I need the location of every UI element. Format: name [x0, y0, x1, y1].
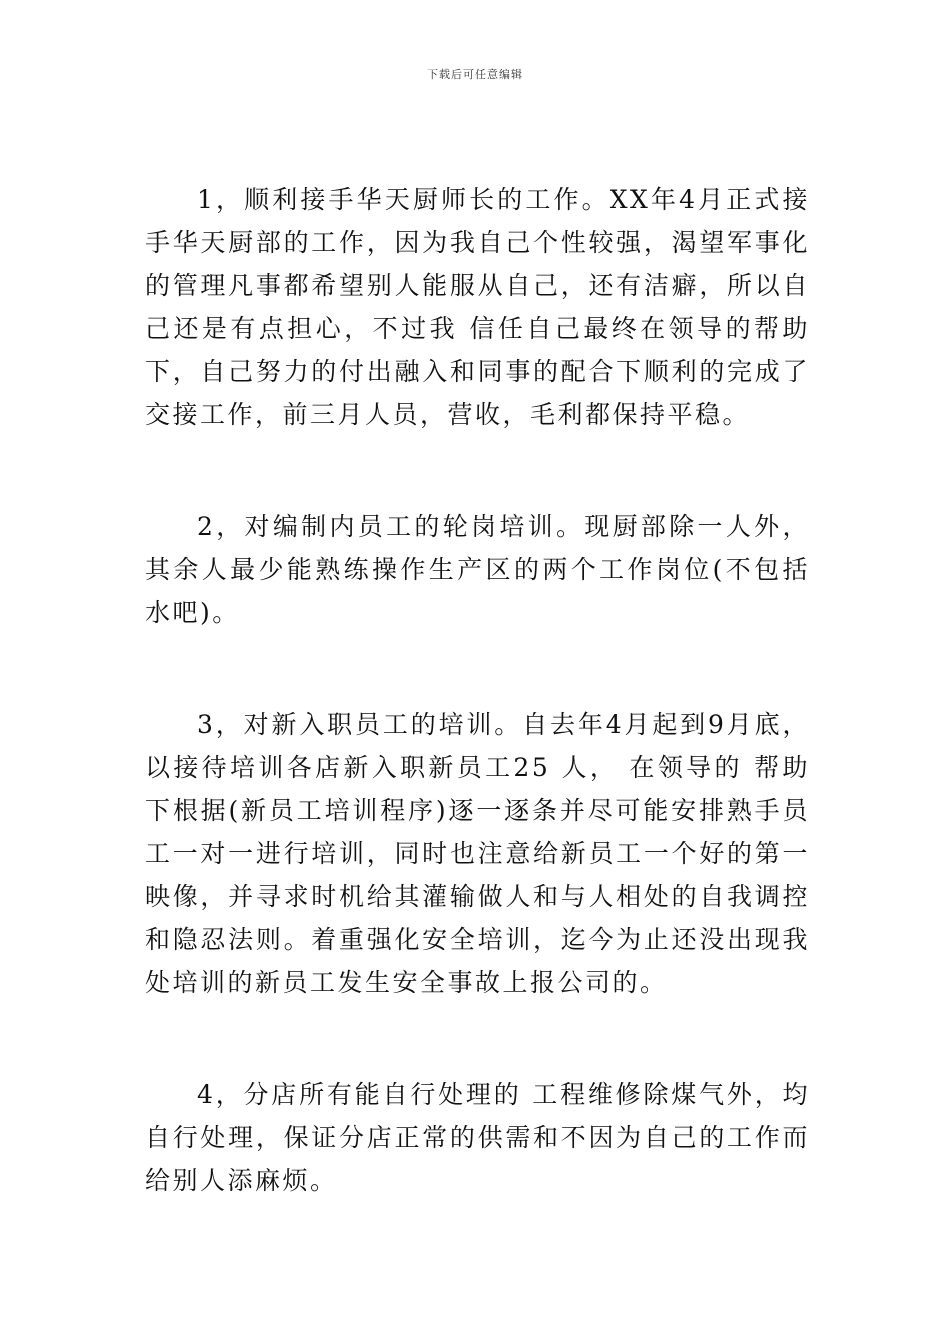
page-header: 下载后可任意编辑	[427, 68, 523, 81]
paragraph-1: 1，顺利接手华天厨师长的工作。XX年4月正式接手华天厨部的工作，因为我自己个性较强，渴望军事化的管理凡事都希望别人能服从自己，还有洁癖，所以自己还是有点担心，不过我 信任自己最终在领导的帮助下，自己努力的付出融入和同事的配合下顺利的完成了交接工作，前三月人员，营收，毛利都保持平稳。	[145, 185, 810, 429]
paragraph-4: 4，分店所有能自行处理的 工程维修除煤气外，均自行处理，保证分店正常的供需和不因为自己的工作而给别人添麻烦。	[145, 1080, 810, 1195]
paragraph-3: 3，对新入职员工的培训。自去年4月起到9月底，以接待培训各店新入职新员工25 人， 在领导的 帮助下根据(新员工培训程序)逐一逐条并尽可能安排熟手员工一对一进行培训，同时也注意给新员工一个好的第一映像，并寻求时机给其灌输做人和与人相处的自我调控和隐忍法则。着重强化安全培训，迄今为止还没出现我处培训的新员工发生安全事故上报公司的。	[145, 710, 810, 997]
document-body	[145, 178, 810, 1271]
paragraph-2: 2，对编制内员工的轮岗培训。现厨部除一人外，其余人最少能熟练操作生产区的两个工作岗位(不包括水吧)。	[145, 512, 810, 627]
